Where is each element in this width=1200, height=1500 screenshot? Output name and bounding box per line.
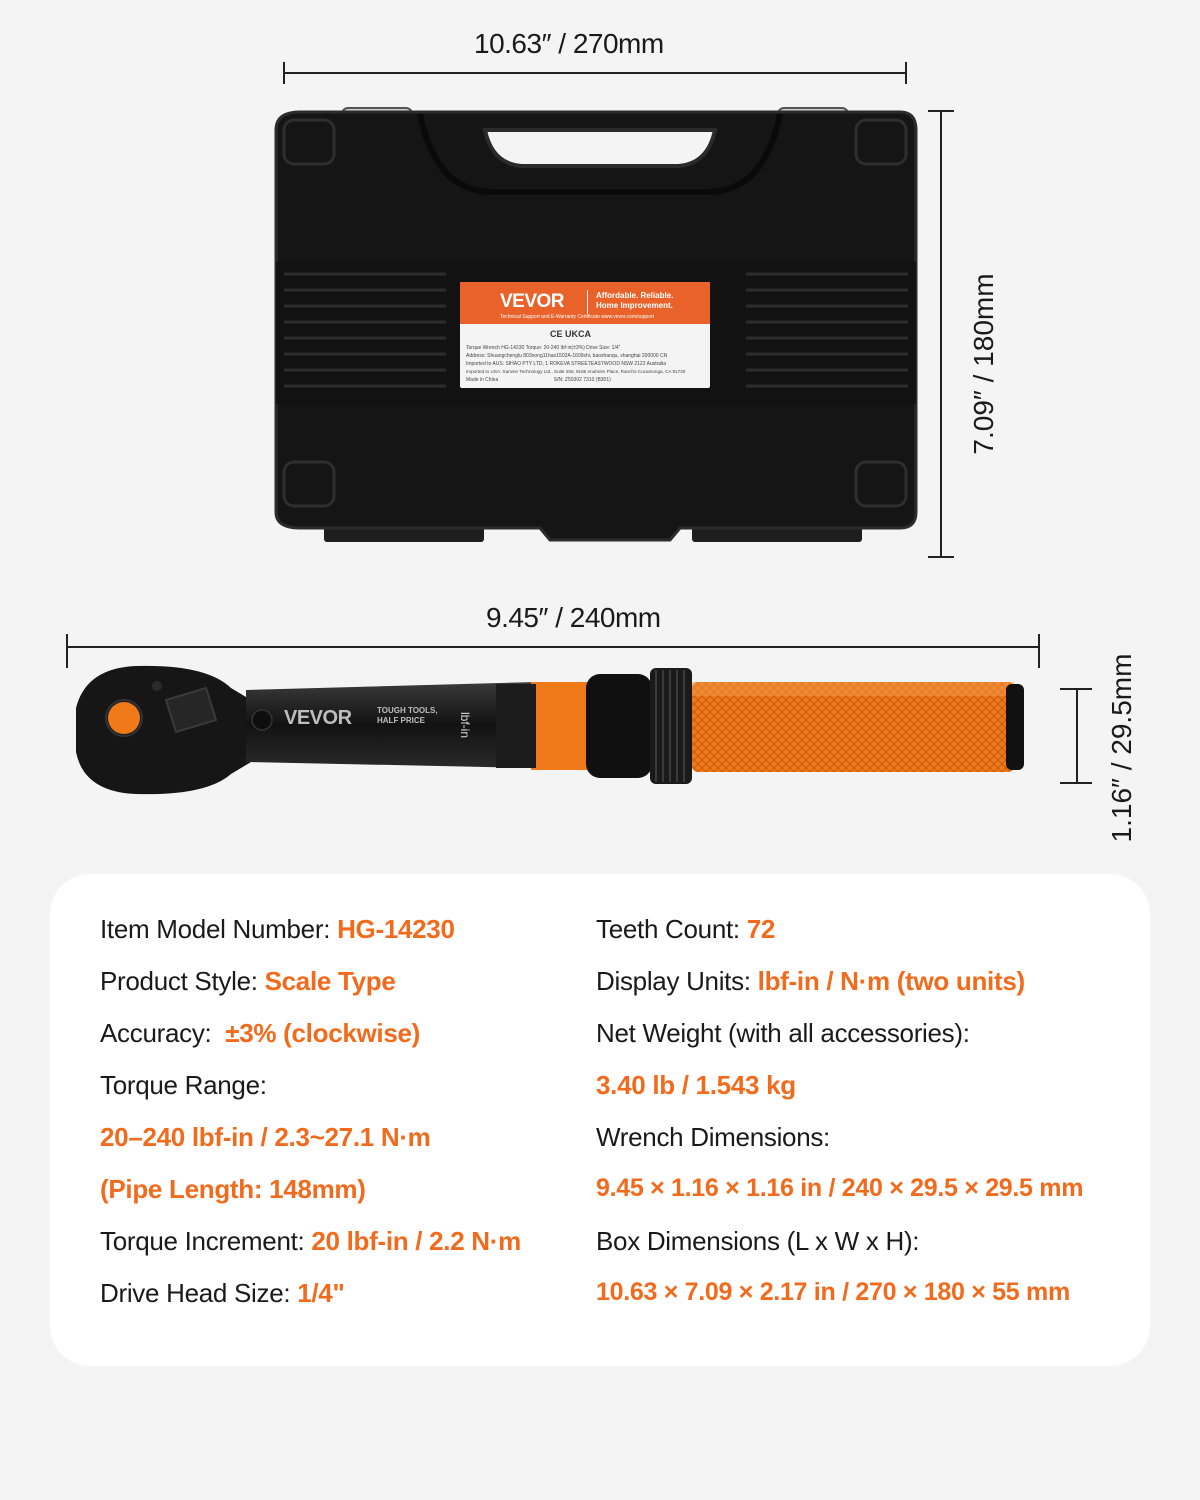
spec-label: Wrench Dimensions: <box>596 1122 830 1152</box>
spec-pipe-length <box>100 1174 366 1205</box>
spec-box-dimensions-value <box>596 1278 1070 1307</box>
spec-label: Product Style: <box>100 966 265 996</box>
spec-value: ±3% (clockwise) <box>225 1018 421 1048</box>
wrench-tagline-1: TOUGH TOOLS, <box>377 706 438 715</box>
spec-label: Item Model Number: <box>100 914 338 944</box>
box-height-line <box>940 110 942 558</box>
case-label-divider <box>587 290 588 314</box>
case-label-line-1: Torque Wrench HG-14230 Torque: 20-240 lbf·in(±3%) Drive Size: 1/4" <box>466 345 621 351</box>
case-label-slogan-1: Affordable. Reliable. <box>596 291 674 300</box>
spec-drive-head-size <box>100 1278 344 1309</box>
box-width-line <box>283 72 907 74</box>
spec-teeth-count <box>596 914 775 945</box>
box-height-label: 7.09″ / 180mm <box>968 273 999 455</box>
spec-box-dimensions-label <box>596 1226 919 1257</box>
box-width-label: 10.63″ / 270mm <box>474 28 664 59</box>
box-width-tick-right <box>905 62 907 84</box>
spec-value: 10.63 × 7.09 × 2.17 in / 270 × 180 × 55 mm <box>596 1278 1070 1306</box>
case-label-support: Technical Support and E-Warranty Certificate www.vevor.com/support <box>500 314 655 320</box>
spec-value: HG-14230 <box>337 914 455 944</box>
spec-label: Display Units: <box>596 966 758 996</box>
wrench-diameter-tick-top <box>1060 688 1092 690</box>
case-label-slogan-2: Home Improvement. <box>596 301 673 310</box>
spec-product-style <box>100 966 396 997</box>
spec-value: 72 <box>746 914 776 944</box>
spec-net-weight-label <box>596 1018 970 1049</box>
spec-label: Drive Head Size: <box>100 1278 298 1308</box>
case-label-header <box>460 282 710 324</box>
spec-label: Torque Increment: <box>100 1226 312 1256</box>
case-label <box>460 282 710 388</box>
spec-value: lbf-in / N·m (two units) <box>757 966 1025 996</box>
spec-label: Teeth Count: <box>596 914 747 944</box>
case-label-line-2: Address: Shuangchenglu 803nong11hao1502A-1609shi, baoshanqu, shanghai 200000 CN <box>466 353 668 359</box>
spec-display-units <box>596 966 1025 997</box>
spec-label: Net Weight (with all accessories): <box>596 1018 970 1048</box>
case-label-line-5: Made in China S/N: Z50302 7310 (B301) <box>466 377 611 383</box>
case-label-line-4: Imported to USA: Sanven Technology Ltd., Suite 250, 9166 Anaheim Place, Rancho Cucamonga, CA 91730 <box>466 369 686 374</box>
spec-torque-increment <box>100 1226 521 1257</box>
torque-wrench <box>66 660 1036 810</box>
case-label-brand: VEVOR <box>500 291 565 312</box>
wrench-length-label: 9.45″ / 240mm <box>486 602 661 633</box>
wrench-length-tick-right <box>1038 634 1040 668</box>
spec-label: Accuracy: <box>100 1018 226 1048</box>
spec-value: Scale Type <box>264 966 396 996</box>
spec-value: 3.40 lb / 1.543 kg <box>596 1070 796 1100</box>
wrench-unit-label: lbf-in <box>458 711 473 739</box>
case-label-line-3: Imported to AUS: SIHAO PTY LTD, 1 ROKEVA STREETEASTWOOD NSW 2122 Australia <box>466 361 667 367</box>
wrench-tagline-2: HALF PRICE <box>377 716 425 725</box>
spec-value: 20 lbf-in / 2.2 N·m <box>311 1226 521 1256</box>
wrench-diameter-tick-bottom <box>1060 782 1092 784</box>
spec-wrench-dimensions-value <box>596 1174 1083 1203</box>
wrench-length-line <box>66 646 1040 648</box>
spec-value: (Pipe Length: 148mm) <box>100 1174 366 1204</box>
spec-card <box>50 874 1150 1366</box>
wrench-brand: VEVOR <box>284 707 352 729</box>
box-height-tick-bottom <box>928 556 954 558</box>
spec-torque-range-label <box>100 1070 267 1101</box>
spec-accuracy <box>100 1018 420 1049</box>
spec-label: Box Dimensions (L x W x H): <box>596 1226 920 1256</box>
box-width-tick-left <box>283 62 285 84</box>
wrench-diameter-label: 1.16″ / 29.5mm <box>1106 653 1137 843</box>
spec-wrench-dimensions-label <box>596 1122 830 1153</box>
spec-torque-range-value <box>100 1122 431 1153</box>
spec-model-number <box>100 914 455 945</box>
wrench-diameter-line <box>1076 688 1078 784</box>
spec-net-weight-value <box>596 1070 796 1101</box>
spec-value: 9.45 × 1.16 × 1.16 in / 240 × 29.5 × 29.5 mm <box>596 1174 1084 1202</box>
spec-value: 1/4" <box>297 1278 345 1308</box>
spec-label: Torque Range: <box>100 1070 267 1100</box>
case-label-marks: CE UKCA <box>550 329 592 339</box>
spec-value: 20–240 lbf-in / 2.3~27.1 N·m <box>100 1122 431 1152</box>
